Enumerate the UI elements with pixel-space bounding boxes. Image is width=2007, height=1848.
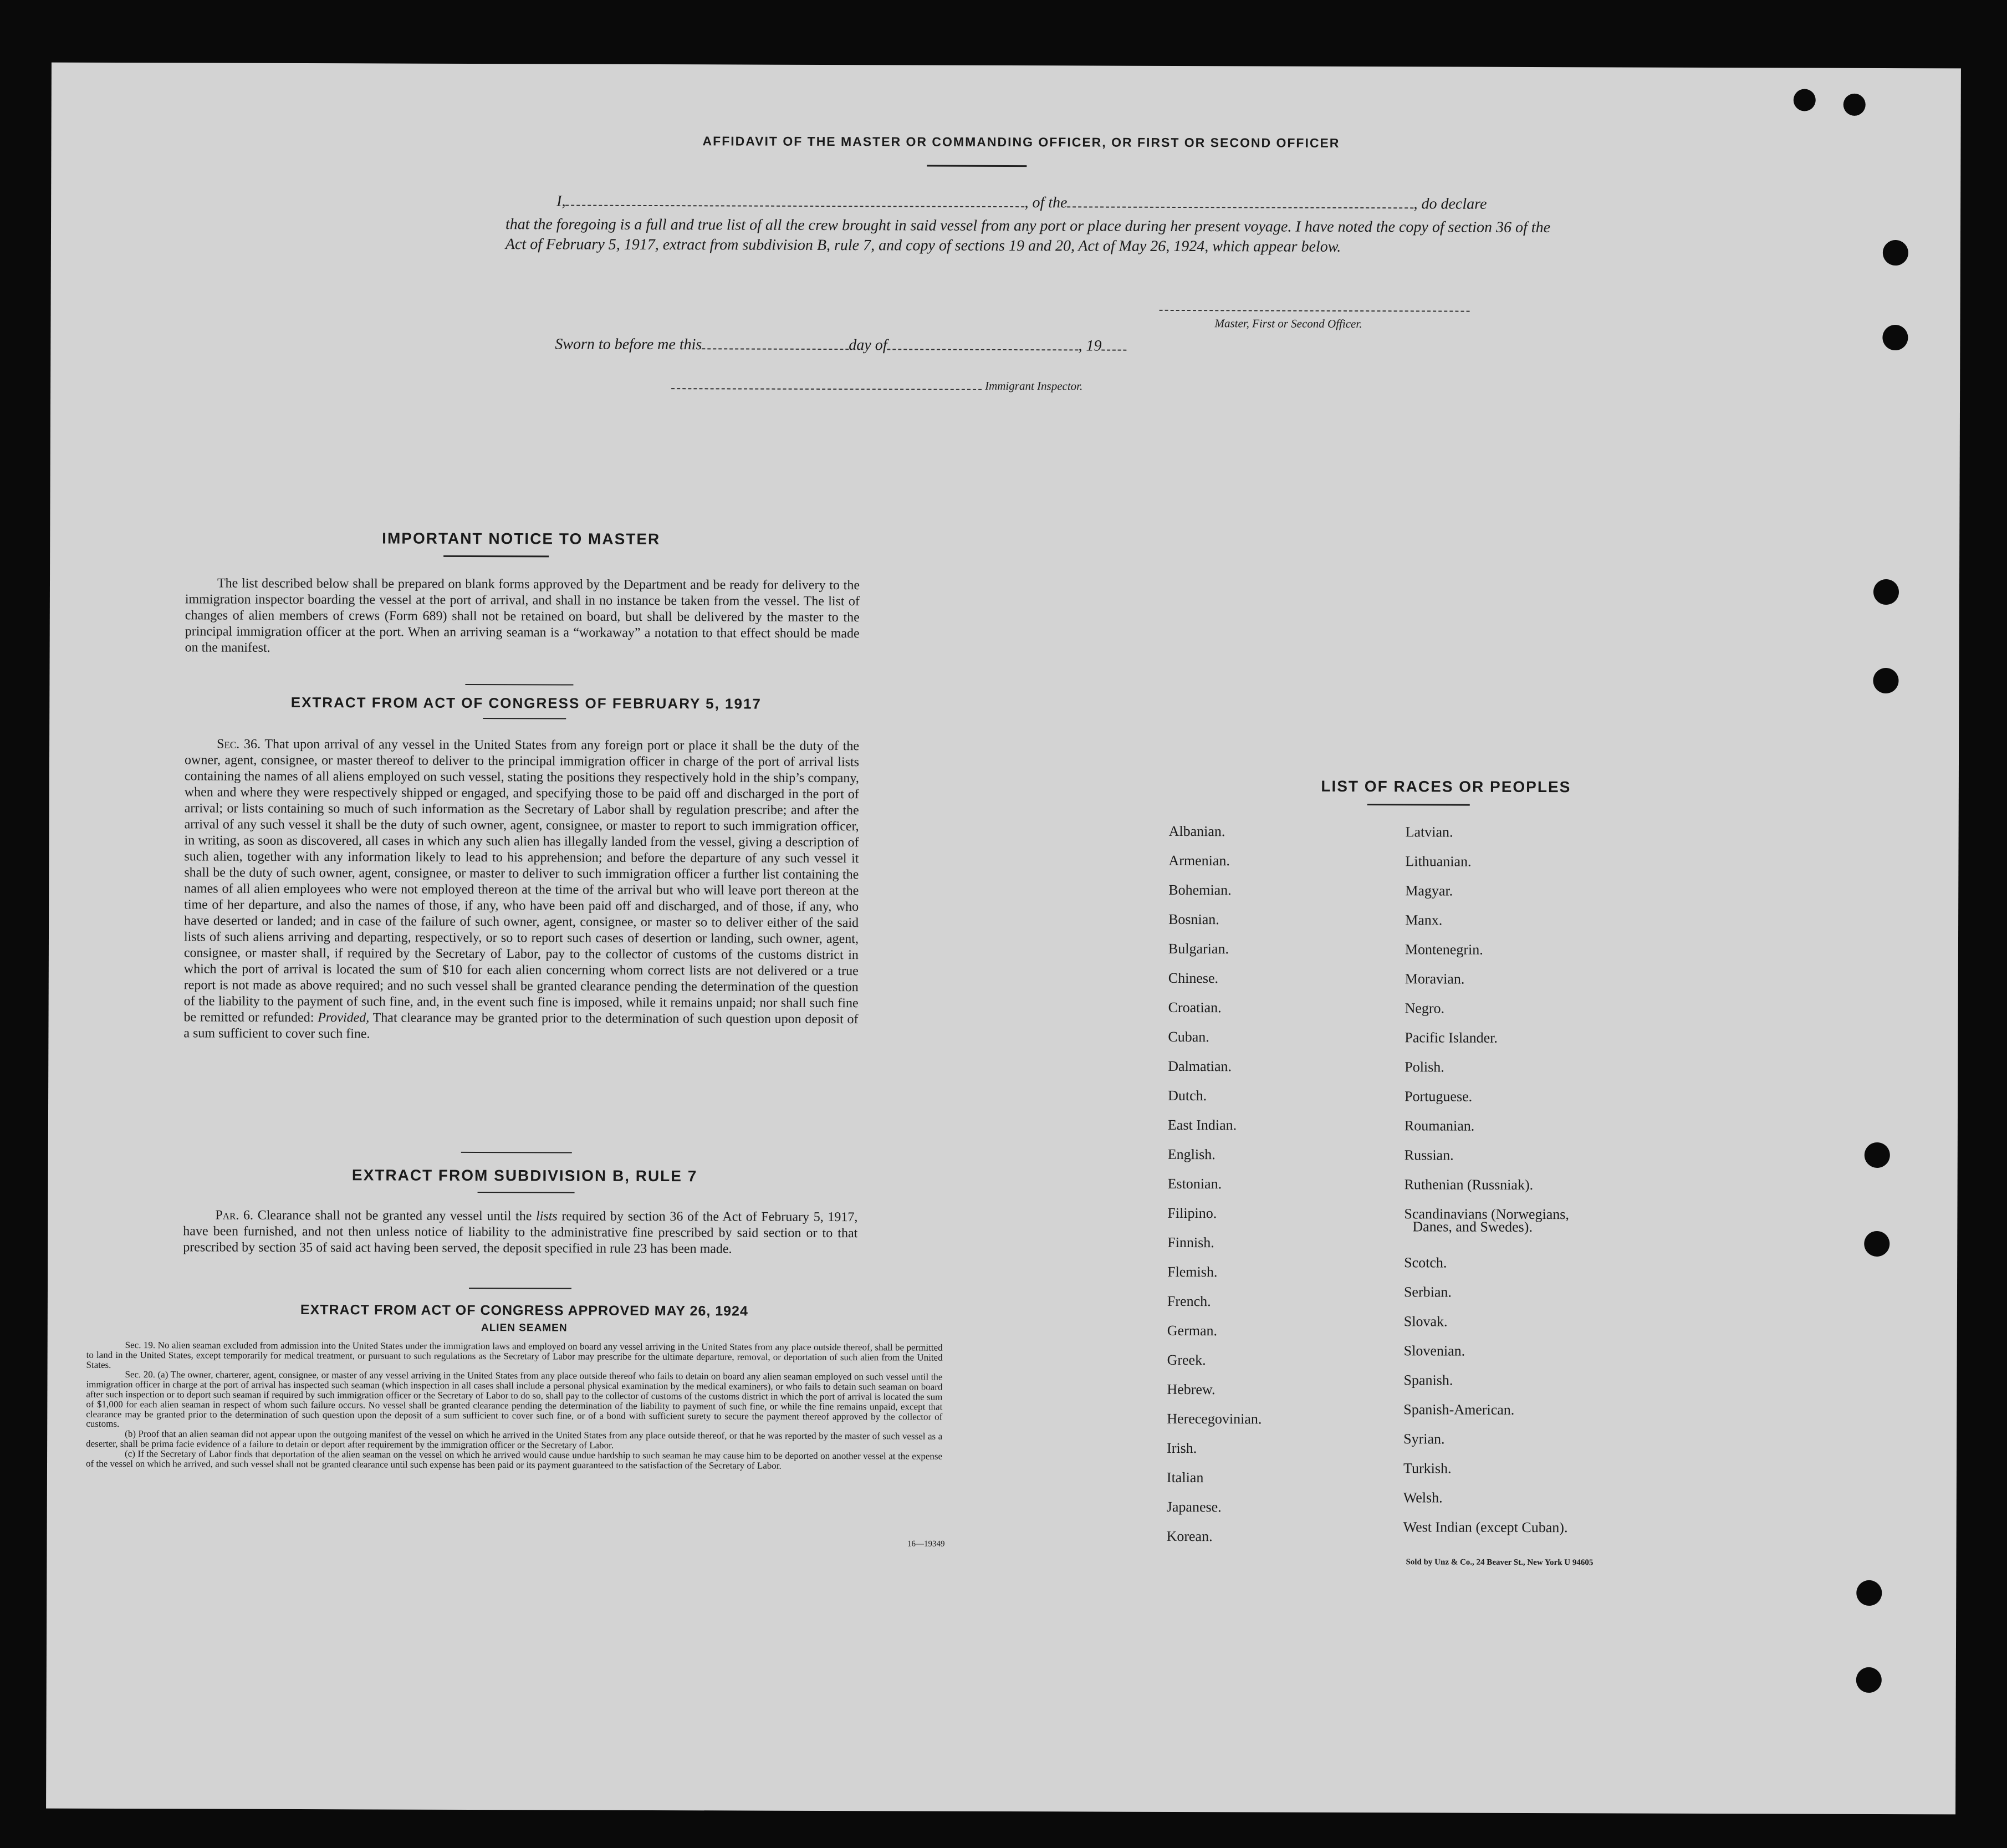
race-right-17: Slovenian.: [1403, 1342, 1465, 1359]
punch-hole: [1856, 1580, 1882, 1606]
race-right-21: Turkish.: [1403, 1460, 1452, 1477]
race-left-24: Korean.: [1166, 1528, 1213, 1545]
separator-rule-1: [465, 684, 573, 686]
race-right-6: Negro.: [1405, 1000, 1445, 1017]
race-right-23: West Indian (except Cuban).: [1403, 1519, 1568, 1536]
alien-seamen-subtitle: ALIEN SEAMEN: [481, 1322, 568, 1334]
title-rule: [927, 165, 1027, 167]
master-signature-label: Master, First or Second Officer.: [1214, 316, 1362, 331]
rule-7-rule: [478, 1192, 575, 1193]
paragraph-6-body-a: Clearance shall not be granted any vessel until the: [257, 1208, 532, 1224]
races-title: LIST OF RACES OR PEOPLES: [1321, 777, 1571, 796]
race-left-22: Italian: [1166, 1469, 1204, 1486]
sworn-line: [555, 335, 1275, 355]
section-20b-text: (b) Proof that an alien seaman did not appear upon the outgoing manifest of the vessel on which he arrived in the United States from any place outside thereof, or that he was reported by the master of such vessel as a deserter, shall be prima facie evidence of a failure to detain or deport after requirement by the immigration officer or the Secretary of Labor.: [86, 1428, 943, 1451]
section-20c-text: (c) If the Secretary of Labor finds that deportation of the alien seaman on the vessel on which he arrived would cause undue hardship to such seaman he may cause him to be deported on another vessel at the expense of the vessel on which he arrived, and such vessel shall not be granted clearance until such expense has been paid or its payment guaranteed to the satisfaction of the Secretary of Labor.: [85, 1448, 943, 1471]
races-rule: [1367, 804, 1470, 806]
section-19-text: Sec. 19. No alien seaman excluded from admission into the United States under the immigration laws and employed on board any vessel arriving in the United States from any place outside thereof, shall be permitted to land in the United States, except temporarily for medical treatment, or pursuant to such regulations as the Secretary of Labor may prescribe for the ultimate departure, removal, or deportation of such alien from the United States.: [86, 1340, 943, 1370]
declaration-line: [505, 192, 1550, 213]
race-left-19: Hebrew.: [1167, 1381, 1216, 1398]
section-36-body: That upon arrival of any vessel in the United States from any foreign port or place it shall be the duty of the owner, agent, consignee, or master thereof to deliver to the principal immigration officer in charge of the port of arrival lists containing the names of all aliens employed on such vessel, stating the positions they respectively hold in the ship’s company, when and where they were respectively shipped or engaged, and specifying those to be paid off and discharged in the port of arrival; or lists containing so much of such information as the Secretary of Labor shall by regulation prescribe; and after the arrival of any such vessel it shall be the duty of such owner, agent, consignee, or master to report to such immigration officer, in writing, as soon as discovered, all cases in which any such alien has illegally landed from the vessel, giving a description of such alien, together with any information likely to lead to his apprehension; and before the departure of any such vessel it shall be the duty of such owner, agent, consignee, or master to deliver to such immigration officer a further list containing the names of all alien employees who were not employed thereon at the time of the arrival but who will leave port thereon at the time of her departure, and also the names of those, if any, who have been paid off and discharged, and of those, if any, who have deserted or landed; and in case of the failure of such owner, agent, consignee, or master so to deliver either of the said lists of such aliens arriving and departing, respectively, or so to report such cases of desertion or landing, such owner, agent, consignee, or master shall, if required by the Secretary of Labor, pay to the collector of customs of the customs district in which the port of arrival is located the sum of $10 for each alien concerning whom correct lists are not delivered or a true report is not made as above required; and no such vessel shall be granted clearance pending the determination of the question of the liability to the payment of such fine, and, in the event such fine is imposed, while it remains unpaid; nor shall such fine be remitted or refunded:: [183, 737, 860, 1025]
notice-title: IMPORTANT NOTICE TO MASTER: [382, 529, 661, 548]
race-right-19: Spanish-American.: [1403, 1401, 1515, 1418]
race-right-2: Magyar.: [1405, 882, 1453, 899]
race-left-7: Cuban.: [1168, 1028, 1209, 1045]
race-left-16: French.: [1167, 1293, 1211, 1310]
race-right-22: Welsh.: [1403, 1489, 1443, 1506]
of-the-text: , of the: [1024, 194, 1068, 212]
section-20a-text: Sec. 20. (a) The owner, charterer, agent, consignee, or master of any vessel arriving in the United States from any place outside thereof who fails to detain on board any alien seaman employed on such vessel until the immigration officer in charge at the port of arrival has inspected such seaman (which inspection in all cases shall include a personal physical examination by the medical examiners), or who fails to detain such seaman on board after such inspection or to deport such seaman if required by such immigration officer or the Secretary of Labor to do so, shall pay to the collector of customs of the customs district in which the port of arrival is located the sum of $1,000 for each alien seaman in respect of whom such failure occurs. No vessel shall be granted clearance pending the determination of the liability to payment of such fine, or while the fine remains unpaid, except that clearance may be granted prior to the determination of such question upon the deposit of a sum sufficient to cover such fine, or of a bond with sufficient surety to secure the payment thereof approved by the collector of customs.: [86, 1369, 943, 1430]
race-right-0: Latvian.: [1405, 824, 1453, 840]
race-left-23: Japanese.: [1166, 1498, 1222, 1515]
race-left-3: Bosnian.: [1168, 911, 1219, 928]
race-left-8: Dalmatian.: [1168, 1058, 1232, 1075]
race-right-3: Manx.: [1405, 912, 1443, 928]
race-right-20: Syrian.: [1403, 1431, 1445, 1447]
race-right-4: Montenegrin.: [1405, 941, 1483, 958]
punch-hole: [1864, 1231, 1889, 1257]
race-left-12: Estonian.: [1167, 1175, 1222, 1192]
lists-word: lists: [536, 1209, 558, 1224]
race-left-2: Bohemian.: [1168, 881, 1232, 899]
separator-rule-3: [469, 1288, 571, 1289]
race-left-4: Bulgarian.: [1168, 940, 1229, 957]
separator-rule-2: [461, 1152, 572, 1153]
declarant-name-field[interactable]: [565, 205, 1024, 208]
form-number: 16—19349: [907, 1539, 945, 1549]
race-left-11: English.: [1167, 1146, 1216, 1163]
affidavit-title: AFFIDAVIT OF THE MASTER OR COMMANDING OFFICER, OR FIRST OR SECOND OFFICER: [702, 134, 1340, 150]
race-left-18: Greek.: [1167, 1351, 1206, 1369]
race-right-11: Russian.: [1404, 1147, 1454, 1163]
paragraph-6-text: [183, 1207, 857, 1258]
paragraph-6-body-b: required by section 36 of the Act of February 5, 1917, have been furnished, and not then unless notice of liability to the administrative fine prescribed by said section or to that prescribed by section 35 of said act having been served, the deposit specified in rule 23 has been made.: [183, 1209, 858, 1257]
race-right-15: Serbian.: [1403, 1284, 1452, 1300]
races-left-column: [52, 63, 1961, 69]
race-left-1: Armenian.: [1168, 852, 1230, 869]
punch-hole: [1873, 668, 1898, 693]
race-right-18: Spanish.: [1403, 1372, 1453, 1388]
declare-text: , do declare: [1413, 195, 1487, 213]
extract-1924-title: EXTRACT FROM ACT OF CONGRESS APPROVED MAY 26, 1924: [300, 1302, 748, 1319]
race-right-1: Lithuanian.: [1405, 853, 1472, 870]
section-36-end: That clearance may be granted prior to the determination of such question upon deposit of a sum sufficient to cover such fine.: [183, 1010, 859, 1042]
sold-by-imprint: Sold by Unz & Co., 24 Beaver St., New York U 94605: [1406, 1558, 1594, 1568]
year-text: , 19: [1078, 337, 1102, 355]
inspector-signature-field[interactable]: [671, 388, 982, 390]
race-right-13: Scandinavians (Norwegians,: [1404, 1206, 1569, 1223]
affidavit-body: that the foregoing is a full and true list of all the crew brought in said vessel from any port or place during her present voyage. I have noted the copy of section 36 of the Act of February 5, 1917, extract from subdivision B, rule 7, and copy of sections 19 and 20, Act of May 26, 1924, which appear below.: [505, 216, 1551, 256]
extract-1924-body: [86, 1340, 943, 1471]
race-left-10: East Indian.: [1167, 1116, 1237, 1134]
punch-hole: [1843, 94, 1866, 116]
race-right-8: Polish.: [1405, 1059, 1444, 1075]
paragraph-6-label: Par. 6.: [215, 1208, 254, 1223]
race-right-16: Slovak.: [1403, 1313, 1448, 1330]
sworn-month-field[interactable]: [887, 349, 1079, 350]
race-left-20: Herecegovinian.: [1167, 1410, 1262, 1427]
race-left-6: Croatian.: [1168, 999, 1222, 1016]
race-right-7: Pacific Islander.: [1405, 1029, 1498, 1046]
races-right-column: [52, 63, 1961, 69]
race-left-0: Albanian.: [1168, 823, 1225, 840]
declarant-prefix: I,: [556, 192, 566, 210]
race-left-5: Chinese.: [1168, 969, 1219, 987]
race-right-14: Scotch.: [1404, 1254, 1447, 1271]
document-page: [46, 63, 1961, 1815]
race-right-12: Ruthenian (Russniak).: [1404, 1176, 1534, 1193]
race-right-5: Moravian.: [1405, 971, 1465, 987]
race-left-17: German.: [1167, 1322, 1218, 1339]
punch-hole: [1873, 579, 1899, 605]
race-right-13-cont: Danes, and Swedes).: [1412, 1218, 1533, 1236]
day-of-text: day of: [849, 336, 887, 354]
race-left-13: Filipino.: [1167, 1204, 1217, 1222]
punch-hole: [1856, 1667, 1882, 1693]
extract-1917-rule: [483, 718, 566, 719]
race-left-9: Dutch.: [1168, 1087, 1207, 1104]
sworn-day-field[interactable]: [702, 348, 849, 350]
rule-7-title: EXTRACT FROM SUBDIVISION B, RULE 7: [351, 1166, 698, 1185]
race-left-15: Flemish.: [1167, 1263, 1218, 1280]
race-right-9: Portuguese.: [1405, 1088, 1473, 1105]
vessel-name-field[interactable]: [1067, 206, 1413, 208]
punch-hole: [1882, 325, 1908, 350]
punch-hole: [1794, 89, 1816, 111]
section-36-label: Sec. 36.: [217, 737, 261, 752]
punch-hole: [1865, 1142, 1890, 1168]
inspector-label: Immigrant Inspector.: [985, 379, 1083, 393]
race-left-21: Irish.: [1167, 1439, 1197, 1457]
race-left-14: Finnish.: [1167, 1234, 1214, 1251]
notice-rule: [443, 555, 549, 558]
sworn-year-field[interactable]: [1102, 350, 1127, 351]
provided-word: Provided,: [318, 1010, 370, 1025]
master-signature-field[interactable]: [1160, 310, 1470, 312]
race-right-10: Roumanian.: [1404, 1117, 1475, 1134]
sworn-text: Sworn to before me this: [555, 335, 702, 354]
section-36-text: [183, 736, 859, 1044]
punch-hole: [1883, 240, 1908, 266]
extract-1917-title: EXTRACT FROM ACT OF CONGRESS OF FEBRUARY 5, 1917: [290, 693, 762, 712]
notice-body: The list described below shall be prepared on blank forms approved by the Department and be ready for delivery to the immigration inspector boarding the vessel at the port of arrival, and shall in no instance be taken from the vessel. The list of changes of alien members of crews (Form 689) shall not be retained on board, but shall be delivered by the master to the principal immigration officer at the port. When an arriving seaman is a “workaway” a notation to that effect should be made on the manifest.: [185, 576, 860, 655]
